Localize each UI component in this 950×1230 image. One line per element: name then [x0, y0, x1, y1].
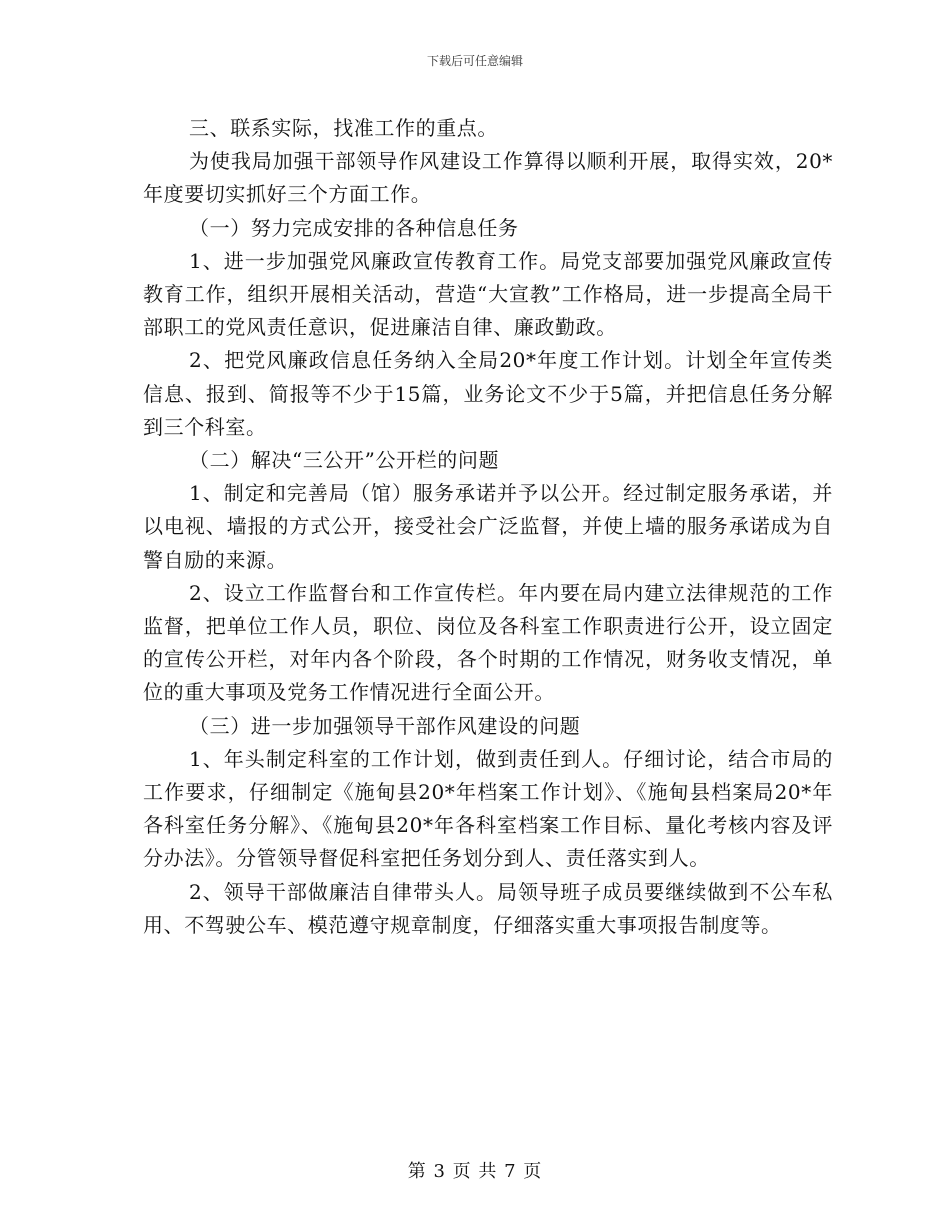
paragraph: 2、设立工作监督台和工作宣传栏。年内要在局内建立法律规范的工作监督，把单位工作人员，职位、岗位及各科室工作职责进行公开，设立固定的宣传公开栏，对年内各个阶段，各个时期的工作情况，财务收支情况，单位的重大事项及党务工作情况进行全面公开。: [143, 580, 833, 705]
subsection-heading: （一）努力完成安排的各种信息任务: [189, 215, 519, 240]
page-header: 下载后可任意编辑: [426, 54, 523, 68]
section-heading: 三、联系实际，找准工作的重点。: [189, 116, 498, 140]
paragraph: 1、进一步加强党风廉政宣传教育工作。局党支部要加强党风廉政宣传教育工作，组织开展相关活动，营造“大宣教”工作格局，进一步提高全局干部职工的党风责任意识，促进廉洁自律、廉政勤政。: [143, 248, 833, 340]
paragraph: 为使我局加强干部领导作风建设工作算得以顺利开展，取得实效，20*年度要切实抓好三个方面工作。: [143, 149, 833, 207]
subsection-heading: （三）进一步加强领导干部作风建设的问题: [189, 713, 581, 738]
paragraph: 2、领导干部做廉洁自律带头人。局领导班子成员要继续做到不公车私用、不驾驶公车、模范遵守规章制度，仔细落实重大事项报告制度等。: [143, 879, 833, 937]
subsection-heading: （二）解决“三公开”公开栏的问题: [189, 448, 500, 473]
paragraph: 1、年头制定科室的工作计划，做到责任到人。仔细讨论，结合市局的工作要求，仔细制定《施甸县20*年档案工作计划》、《施甸县档案局20*年各科室任务分解》、《施甸县20*年各科室档案工作目标、量化考核内容及评分办法》。分管领导督促科室把任务划分到人、责任落实到人。: [143, 746, 833, 871]
paragraph: 2、把党风廉政信息任务纳入全局20*年度工作计划。计划全年宣传类信息、报到、简报等不少于15篇，业务论文不少于5篇，并把信息任务分解到三个科室。: [143, 348, 833, 439]
paragraph: 1、制定和完善局（馆）服务承诺并予以公开。经过制定服务承诺，并以电视、墙报的方式公开，接受社会广泛监督，并使上墙的服务承诺成为自警自励的来源。: [143, 481, 833, 572]
page-number: 第 3 页 共 7 页: [407, 1161, 543, 1182]
document-body: [143, 112, 833, 942]
